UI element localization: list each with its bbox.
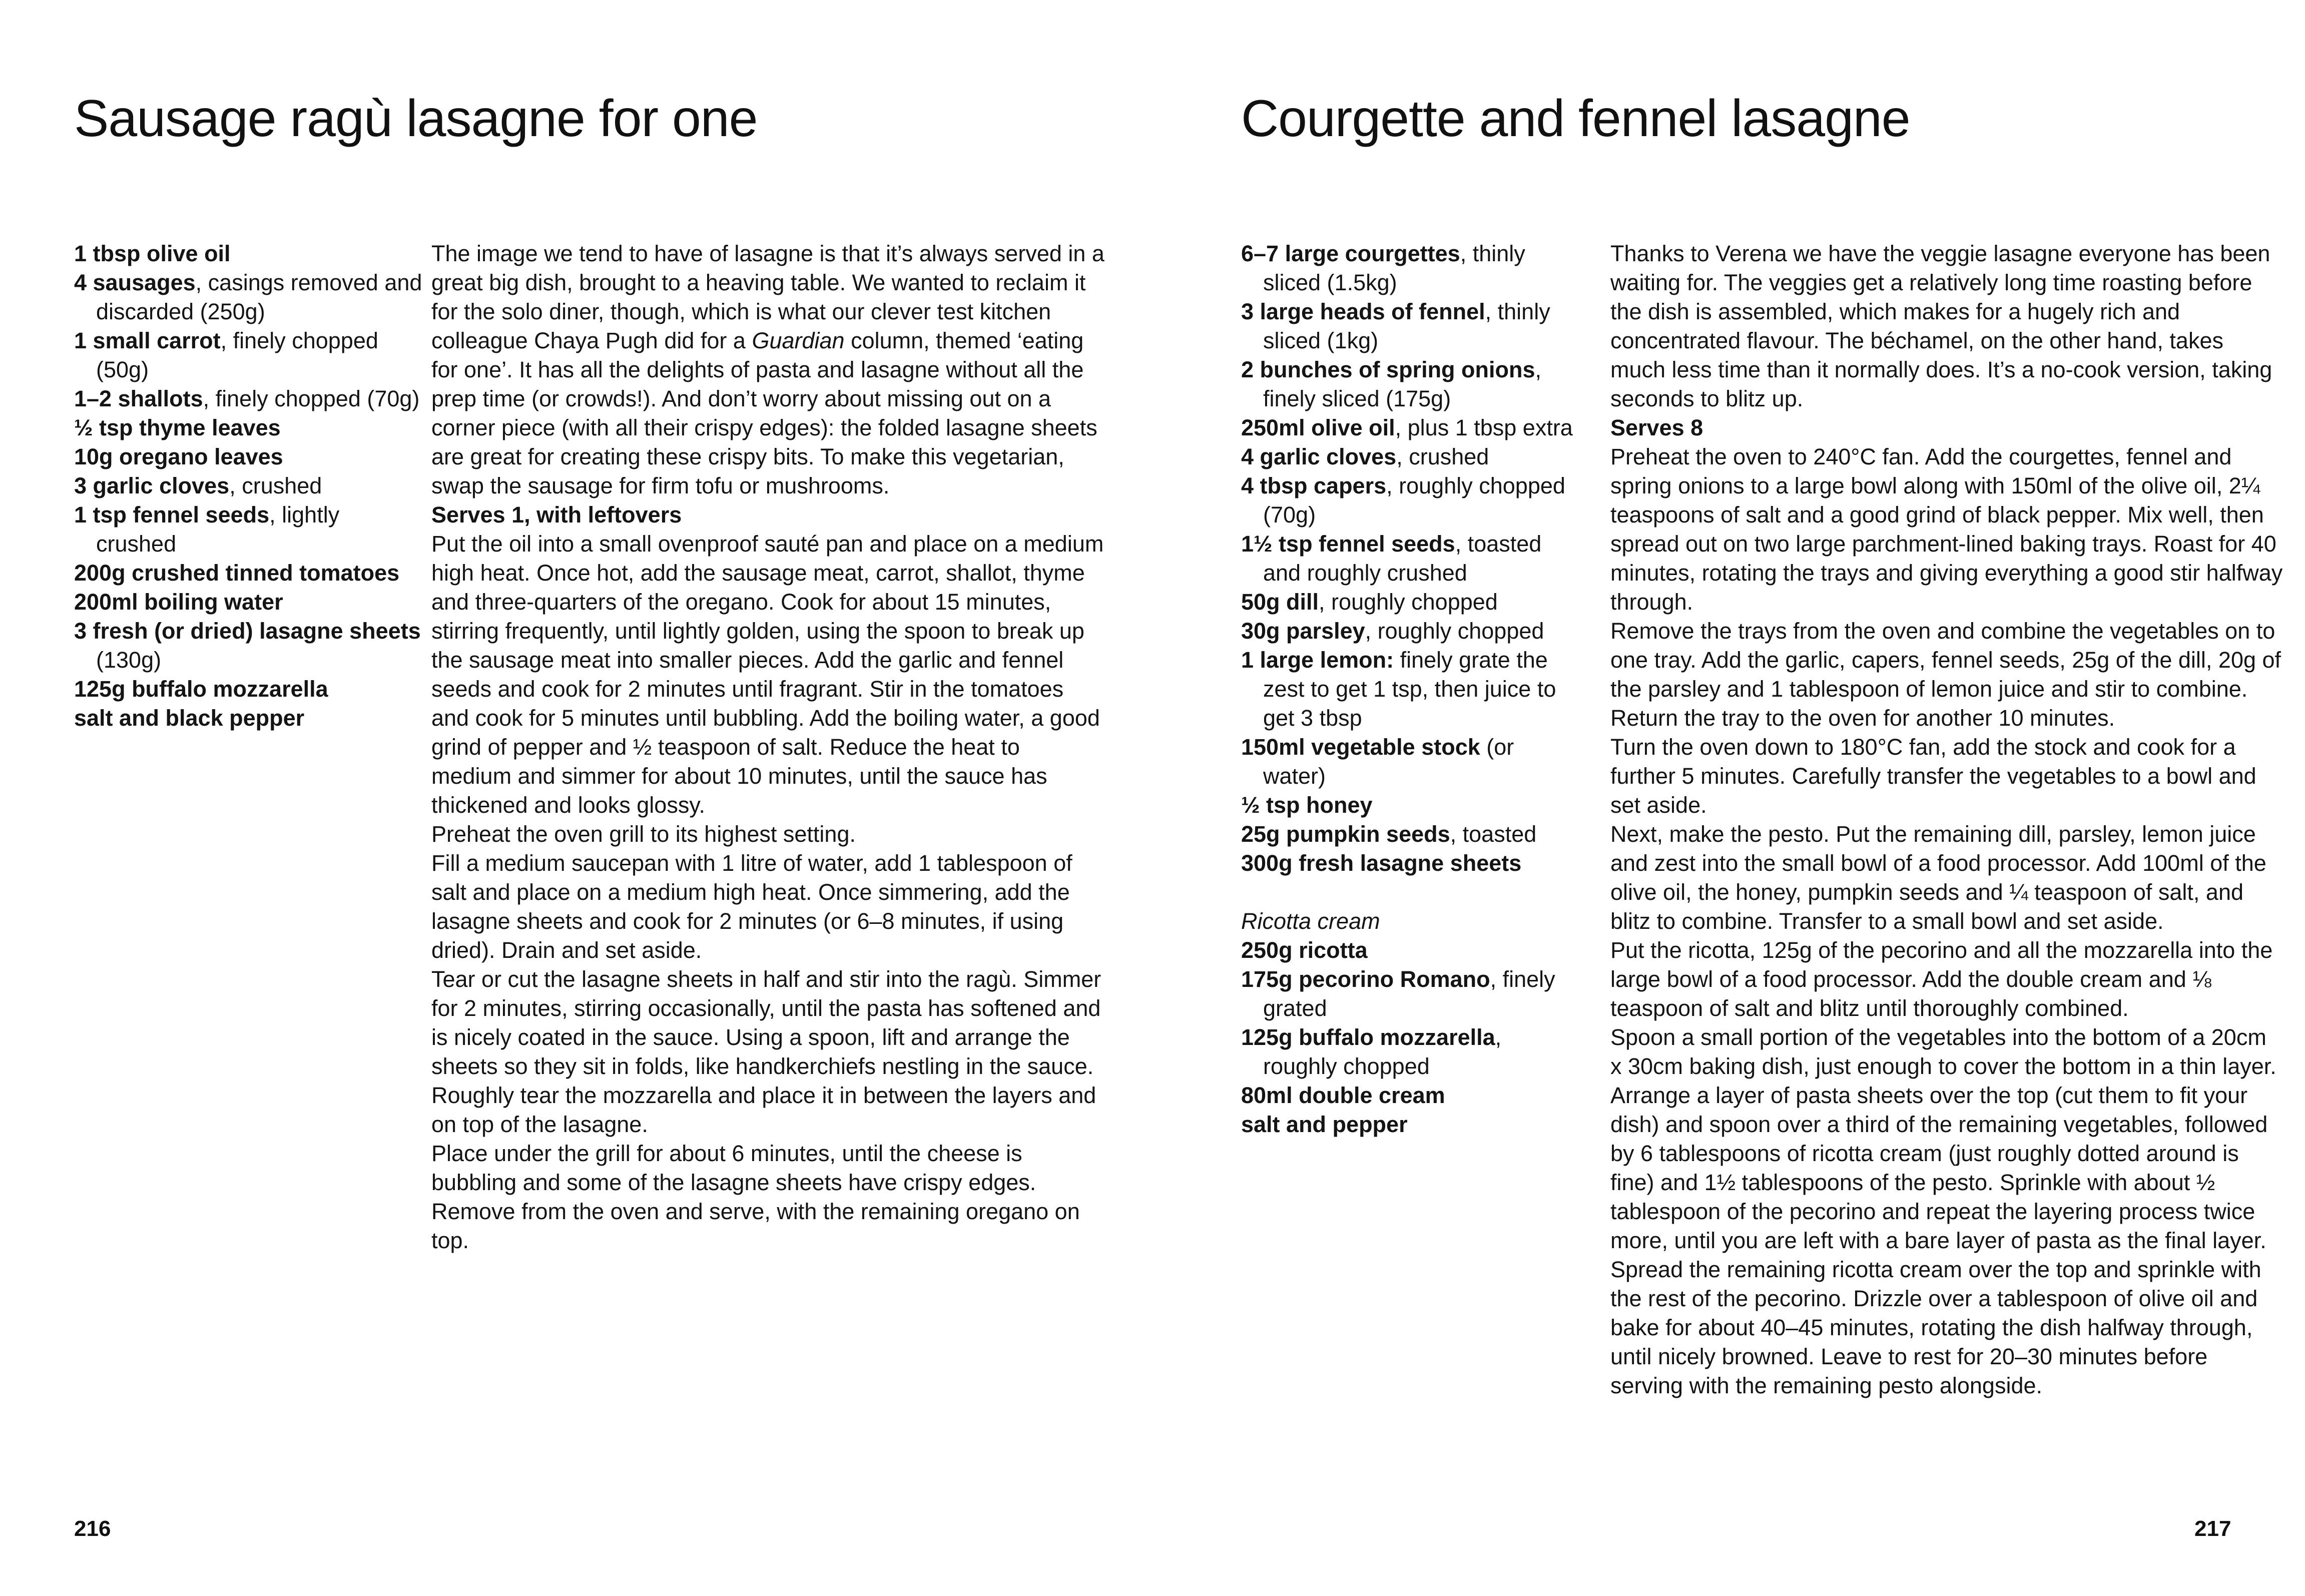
ingredient-line: 4 garlic cloves, crushed	[1241, 444, 1489, 469]
ingredient-line: 3 fresh (or dried) lasagne sheets (130g)	[74, 618, 421, 673]
method-paragraph: Preheat the oven to 240°C fan. Add the courgettes, fennel and spring onions to a large bowl along with 150ml of the olive oil, 2¼ teaspoons of salt and a good grind of black pepper. Mix well, then spread out on two large parchment-lined baking trays. Roast for 40 minutes, rotating the trays and giving everything a good stir halfway through.	[1610, 444, 2283, 615]
ingredient-line: 2 bunches of spring onions, finely sliced (175g)	[1241, 357, 1542, 411]
method-paragraph: The image we tend to have of lasagne is that it’s always served in a great big dish, brought to a heaving table. We wanted to reclaim it for the solo diner, though, which is what our clever test kitchen colleague Chaya Pugh did for a Guardian column, themed ‘eating for one’. It has all the delights of pasta and lasagne without all the prep time (or crowds!). And don’t worry about missing out on a corner piece (with all their crispy edges): the folded lasagne sheets are great for creating these crispy bits. To make this vegetarian, swap the sausage for firm tofu or mushrooms.	[431, 241, 1104, 498]
ingredient-line: 1 large lemon: finely grate the zest to get 1 tsp, then juice to get 3 tbsp	[1241, 647, 1556, 731]
ingredient-line: 4 sausages, casings removed and discarded (250g)	[74, 270, 422, 324]
ingredient-line: 6–7 large courgettes, thinly sliced (1.5kg)	[1241, 241, 1525, 295]
ingredient-line: 1–2 shallots, finely chopped (70g)	[74, 386, 420, 411]
ingredient-line: 1 tbsp olive oil	[74, 241, 231, 266]
recipe-title-right: Courgette and fennel lasagne	[1241, 90, 1910, 148]
ingredient-line: 250ml olive oil, plus 1 tbsp extra	[1241, 415, 1573, 440]
ingredient-line: 4 tbsp capers, roughly chopped (70g)	[1241, 473, 1565, 527]
ingredient-line: 1 tsp fennel seeds, lightly crushed	[74, 502, 340, 557]
ingredient-line: 300g fresh lasagne sheets	[1241, 850, 1522, 876]
ingredient-line: 80ml double cream	[1241, 1083, 1445, 1108]
ingredient-line: 50g dill, roughly chopped	[1241, 589, 1498, 615]
page-number-left: 216	[74, 1516, 111, 1541]
method-paragraph: Turn the oven down to 180°C fan, add the stock and cook for a further 5 minutes. Carefully transfer the vegetables to a bowl and set aside.	[1610, 734, 2256, 818]
ingredient-line: 200ml boiling water	[74, 589, 283, 615]
ingredient-line: ½ tsp thyme leaves	[74, 415, 281, 440]
ingredients-subheading: Ricotta cream	[1241, 908, 1380, 934]
method-paragraph: Remove from the oven and serve, with the remaining oregano on top.	[431, 1199, 1080, 1253]
ingredient-line: 150ml vegetable stock (or water)	[1241, 734, 1514, 789]
method-paragraph: Spoon a small portion of the vegetables into the bottom of a 20cm x 30cm baking dish, just enough to cover the bottom in a thin layer. Arrange a layer of pasta sheets over the top (cut them to fit your dish) and spoon over a third of the remaining vegetables, followed by 6 tablespoons of ricotta cream (just roughly dotted around is fine) and 1½ tablespoons of the pesto. Sprinkle with about ½ tablespoon of the pecorino and repeat the layering process twice more, until you are left with a bare layer of pasta as the final layer. Spread the remaining ricotta cream over the top and sprinkle with the rest of the pecorino. Drizzle over a tablespoon of olive oil and bake for about 40–45 minutes, rotating the dish halfway through, until nicely browned. Leave to rest for 20–30 minutes before serving with the remaining pesto alongside.	[1610, 1024, 2276, 1398]
ingredient-line: 250g ricotta	[1241, 937, 1368, 963]
ingredient-line: 25g pumpkin seeds, toasted	[1241, 821, 1537, 847]
recipe-title-left: Sausage ragù lasagne for one	[74, 90, 758, 148]
ingredient-line: 125g buffalo mozzarella	[74, 676, 328, 702]
ingredient-line: 125g buffalo mozzarella, roughly chopped	[1241, 1024, 1502, 1079]
ingredient-line: 30g parsley, roughly chopped	[1241, 618, 1544, 644]
method-paragraph: Remove the trays from the oven and combine the vegetables on to one tray. Add the garlic, capers, fennel seeds, 25g of the dill, 20g of the parsley and 1 tablespoon of lemon juice and stir to combine. Return the tray to the oven for another 10 minutes.	[1610, 618, 2281, 731]
ingredients-list-right	[1241, 239, 1574, 1139]
page-number-right: 217	[2194, 1516, 2231, 1541]
ingredient-line: 3 garlic cloves, crushed	[74, 473, 322, 498]
ingredient-line: 1½ tsp fennel seeds, toasted and roughly crushed	[1241, 531, 1542, 586]
ingredient-line: 10g oregano leaves	[74, 444, 283, 469]
ingredient-line: salt and black pepper	[74, 705, 305, 731]
method-paragraph: Fill a medium saucepan with 1 litre of water, add 1 tablespoon of salt and place on a medium high heat. Once simmering, add the lasagne sheets and cook for 2 minutes (or 6–8 minutes, if using dried). Drain and set aside.	[431, 850, 1072, 963]
method-paragraph: Put the oil into a small ovenproof sauté pan and place on a medium high heat. Once hot, add the sausage meat, carrot, shallot, thyme and three-quarters of the oregano. Cook for about 15 minutes, stirring frequently, until lightly golden, using the spoon to break up the sausage meat into smaller pieces. Add the garlic and fennel seeds and cook for 2 minutes until fragrant. Stir in the tomatoes and cook for 5 minutes until bubbling. Add the boiling water, a good grind of pepper and ½ teaspoon of salt. Reduce the heat to medium and simmer for about 10 minutes, until the sauce has thickened and looks glossy.	[431, 531, 1104, 818]
ingredient-line: 175g pecorino Romano, finely grated	[1241, 966, 1555, 1021]
method-paragraph: Next, make the pesto. Put the remaining dill, parsley, lemon juice and zest into the small bowl of a food processor. Add 100ml of the olive oil, the honey, pumpkin seeds and ¼ teaspoon of salt, and blitz to combine. Transfer to a small bowl and set aside.	[1610, 821, 2266, 934]
ingredient-line: 3 large heads of fennel, thinly sliced (1kg)	[1241, 299, 1550, 353]
method-paragraph: Put the ricotta, 125g of the pecorino and all the mozzarella into the large bowl of a food processor. Add the double cream and ⅛ teaspoon of salt and blitz until thoroughly combined.	[1610, 937, 2273, 1021]
method-column-right	[1610, 239, 2283, 1400]
ingredient-line: 200g crushed tinned tomatoes	[74, 560, 400, 586]
serves-heading: Serves 8	[1610, 415, 1703, 440]
serves-heading: Serves 1, with leftovers	[431, 502, 682, 527]
method-paragraph: Preheat the oven grill to its highest setting.	[431, 821, 856, 847]
ingredient-line: ½ tsp honey	[1241, 792, 1373, 818]
method-paragraph: Thanks to Verena we have the veggie lasagne everyone has been waiting for. The veggies get a relatively long time roasting before the dish is assembled, which makes for a hugely rich and concentrated flavour. The béchamel, on the other hand, takes much less time than it normally does. It’s a no-cook version, taking seconds to blitz up.	[1610, 241, 2272, 411]
method-paragraph: Tear or cut the lasagne sheets in half and stir into the ragù. Simmer for 2 minutes, stirring occasionally, until the pasta has softened and is nicely coated in the sauce. Using a spoon, lift and arrange the sheets so they sit in folds, like handkerchiefs nestling in the sauce. Roughly tear the mozzarella and place it in between the layers and on top of the lasagne.	[431, 966, 1101, 1137]
ingredient-line: salt and pepper	[1241, 1112, 1408, 1137]
method-paragraph: Place under the grill for about 6 minutes, until the cheese is bubbling and some of the lasagne sheets have crispy edges.	[431, 1141, 1036, 1195]
ingredient-line: 1 small carrot, finely chopped (50g)	[74, 328, 378, 382]
